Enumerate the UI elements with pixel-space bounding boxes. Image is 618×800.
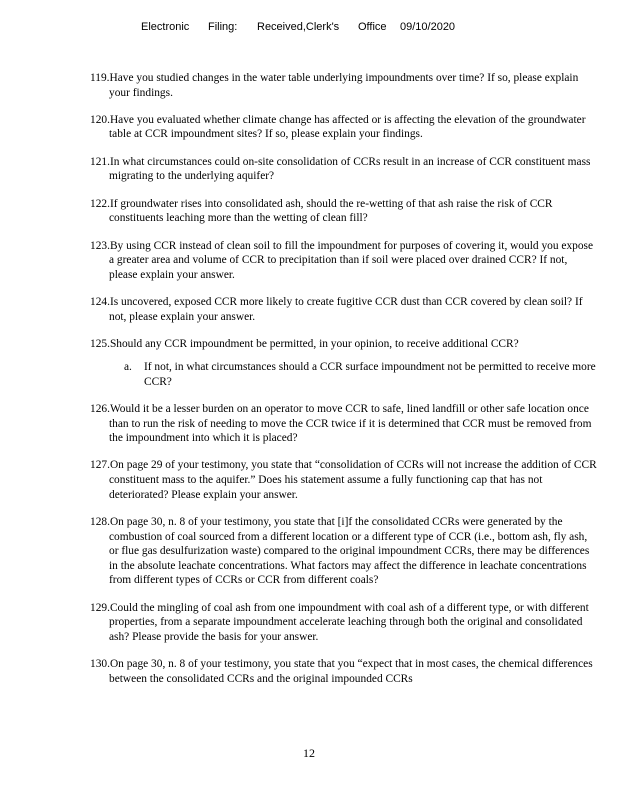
question-number: 125. [90,337,110,350]
question-number: 120. [90,113,110,126]
header-filing: Filing: [208,21,238,33]
question-text: On page 30, n. 8 of your testimony, you state that you “expect that in most cases, the chemical differences between the consolidated CCRs and the original impounded CCRs [109,658,593,685]
subitem-text: If not, in what circumstances should a CCR surface impoundment not be permitted to receive more CCR? [144,361,596,388]
question-number: 127. [90,459,110,472]
question-number: 124. [90,295,110,308]
question-124 [90,295,598,324]
question-126 [90,402,598,446]
question-text: By using CCR instead of clean soil to fill the impoundment for purposes of covering it, would you expose a greater area and volume of CCR to precipitation than if soil were placed over drained CCR? If not, please explain your answer. [109,239,594,281]
question-text: Would it be a lesser burden on an operator to move CCR to safe, lined landfill or other safe location once than to run the risk of needing to move the CCR twice if it is determined that CCR must be removed from the impoundment into which it is placed? [109,403,592,445]
question-number: 126. [90,403,110,415]
question-text: On page 29 of your testimony, you state that “consolidation of CCRs will not increase the addition of CCR constituent mass to the aquifer.” Does his statement assume a fully functioning cap that has not deteriorated? Please explain your answer. [109,459,597,501]
question-text: In what circumstances could on-site consolidation of CCRs result in an increase of CCR constituent mass migrating to the underlying aquifer? [109,155,591,183]
question-number: 121. [90,155,110,168]
question-number: 130. [90,658,110,671]
question-text: Have you studied changes in the water table underlying impoundments over time? If so, please explain your findings. [109,72,579,99]
question-122 [90,197,598,226]
question-119 [90,71,598,100]
question-number: 129. [90,601,110,614]
question-128 [90,515,598,588]
question-125-subitem-a [124,360,598,389]
question-125 [90,337,598,352]
question-text: Should any CCR impoundment be permitted, in your opinion, to receive additional CCR? [109,337,519,350]
question-text: On page 30, n. 8 of your testimony, you state that [i]f the consolidated CCRs were generated by the combustion of coal sourced from a different location or a different type of CCR (i.e., bottom ash, fly ash, or flue gas desulfurization waste) compared to the original impoundment CCRs, there may be differences in the absolute leachate concentrations. What factors may affect the difference in leachate concentrations from different types of CCRs or CCR from different coals? [109,515,590,587]
header-electronic: Electronic [141,21,190,33]
question-text: Could the mingling of coal ash from one impoundment with coal ash of a different type, or with different properties, from a separate impoundment accelerate leaching through both the original and consolidated ash? Please provide the basis for your answer. [109,601,589,643]
question-number: 119. [90,72,110,84]
question-120 [90,113,598,142]
header-office: Office [358,21,387,33]
question-121 [90,155,598,184]
question-127 [90,458,598,502]
question-129 [90,601,598,645]
subitem-letter: a. [124,361,132,374]
question-text: Have you evaluated whether climate change has affected or is affecting the elevation of the groundwater table at CCR impoundment sites? If so, please explain your findings. [109,113,586,141]
question-text: Is uncovered, exposed CCR more likely to create fugitive CCR dust than CCR covered by clean soil? If not, please explain your answer. [109,295,583,323]
question-number: 123. [90,239,110,252]
page-number: 12 [303,746,315,760]
question-text: If groundwater rises into consolidated ash, should the re-wetting of that ash raise the risk of CCR constituents leaching more than the wetting of clean fill? [109,197,553,225]
header-date: 09/10/2020 [400,21,456,33]
question-123 [90,239,598,283]
header-received: Received,Clerk's [257,21,340,33]
question-130 [90,657,598,686]
question-number: 128. [90,515,110,528]
questions-list [90,71,598,699]
question-number: 122. [90,197,110,210]
